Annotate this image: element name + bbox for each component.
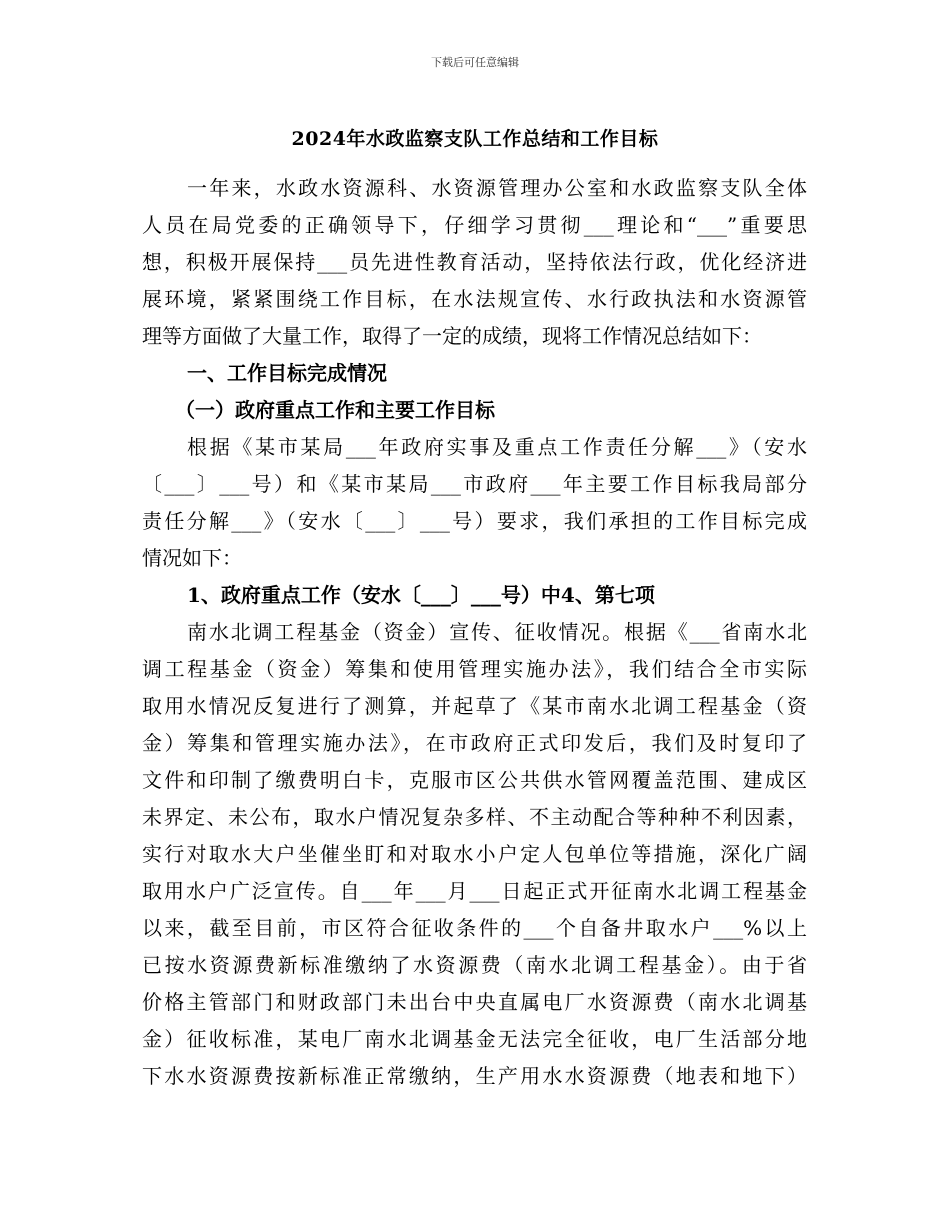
intro-line: 展环境，紧紧围绕工作目标，在水法规宣传、水行政执法和水资源管 <box>142 287 807 311</box>
basis-line: 根据《某市某局___年政府实事及重点工作责任分解___》（安水 <box>187 435 807 459</box>
basis-line: 责任分解___》（安水〔___〕___号）要求，我们承担的工作目标完成 <box>142 509 807 533</box>
item-line: 下水水资源费按新标准正常缴纳，生产用水水资源费（地表和地下） <box>142 1064 807 1088</box>
item-line: 取用水情况反复进行了测算，并起草了《某市南水北调工程基金（资 <box>142 694 807 718</box>
basis-line: 〔___〕___号）和《某市某局___市政府___年主要工作目标我局部分 <box>142 472 807 496</box>
document-body <box>142 170 807 1095</box>
intro-line: 理等方面做了大量工作，取得了一定的成绩，现将工作情况总结如下： <box>142 324 762 348</box>
item-line: 调工程基金（资金）筹集和使用管理实施办法》，我们结合全市实际 <box>142 657 807 681</box>
item-line: 未界定、未公布，取水户情况复杂多样、不主动配合等种种不利因素， <box>142 805 807 829</box>
intro-line: 想，积极开展保持___员先进性教育活动，坚持依法行政，优化经济进 <box>142 250 807 274</box>
basis-line: 情况如下： <box>142 546 242 570</box>
item-line: 已按水资源费新标准缴纳了水资源费（南水北调工程基金）。由于省 <box>142 953 807 977</box>
page-header: 下载后可任意编辑 <box>431 56 519 69</box>
item-line: 金）征收标准，某电厂南水北调基金无法完全征收，电厂生活部分地 <box>142 1027 807 1051</box>
item-line: 价格主管部门和财政部门未出台中央直属电厂水资源费（南水北调基 <box>142 990 807 1014</box>
item-line: 取用水户广泛宣传。自___年___月___日起正式开征南水北调工程基金 <box>142 879 807 903</box>
item-heading: 1、政府重点工作（安水〔___〕___号）中4、第七项 <box>187 583 655 607</box>
item-line: 南水北调工程基金（资金）宣传、征收情况。根据《___省南水北 <box>187 620 807 644</box>
intro-line: 一年来，水政水资源科、水资源管理办公室和水政监察支队全体 <box>187 176 807 200</box>
item-line: 实行对取水大户坐催坐盯和对取水小户定人包单位等措施，深化广阔 <box>142 842 807 866</box>
subsection-heading: （一）政府重点工作和主要工作目标 <box>175 398 495 422</box>
item-line: 以来，截至目前，市区符合征收条件的___个自备井取水户___%以上 <box>142 916 807 940</box>
document-title: 2024年水政监察支队工作总结和工作目标 <box>291 128 659 150</box>
intro-line: 人员在局党委的正确领导下，仔细学习贯彻___理论和“___”重要思 <box>142 213 807 237</box>
section-heading: 一、工作目标完成情况 <box>187 361 387 385</box>
item-line: 文件和印制了缴费明白卡，克服市区公共供水管网覆盖范围、建成区 <box>142 768 807 792</box>
item-line: 金）筹集和管理实施办法》，在市政府正式印发后，我们及时复印了 <box>142 731 807 755</box>
